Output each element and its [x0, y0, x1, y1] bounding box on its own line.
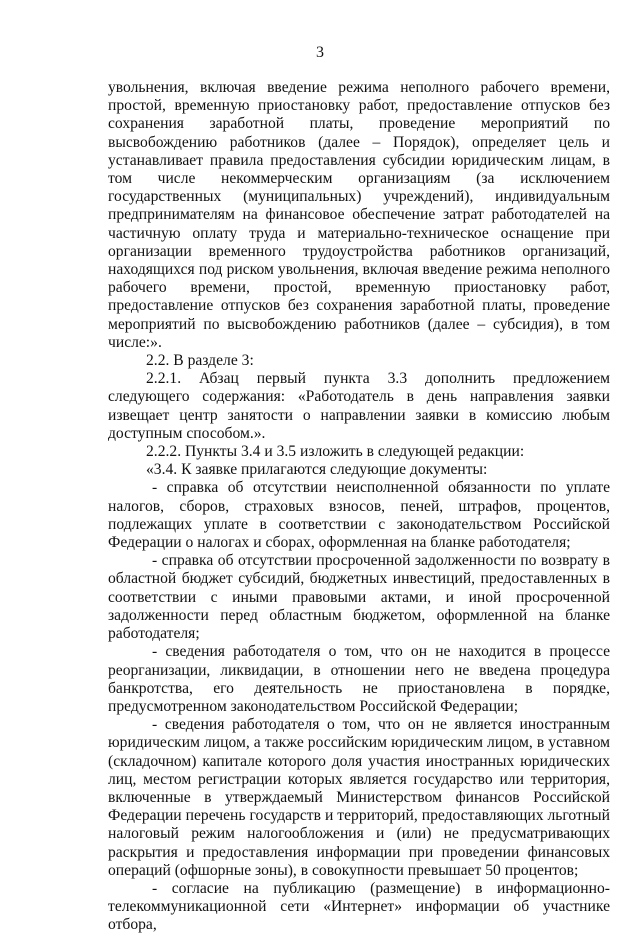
document-body [108, 79, 610, 935]
paragraph-section-2-2: 2.2. В разделе 3: [146, 352, 254, 370]
list-item-foreign-entity-info: - сведения работодателя о том, что он не является иностранным юридическим лицом, а также российским юридическим лицом, в уставном (складочном) капитале которого доля участия иностранных юридических лиц, местом регистрации которых является государство или территория, включенные в утверждаемый Министерством финансов Российской Федерации перечень государств и территорий, предоставляющих льготный налоговый режим налогообложения и (или) не предусматривающих раскрытия и предоставления информации при проведении финансовых операций (офшорные зоны), в совокупности превышает 50 процентов; [108, 716, 610, 879]
list-item-debt-certificate: - справка об отсутствии просроченной задолженности по возврату в областной бюджет субсидий, бюджетных инвестиций, предоставленных в соответствии с иными правовыми актами, и иной просроченной задолженности перед областным бюджетом, оформленной на бланке работодателя; [108, 552, 610, 643]
list-item-publication-consent: - согласие на публикацию (размещение) в информационно-телекоммуникационной сети «Интернет» информации об участнике отбора, [108, 879, 610, 934]
paragraph-3-4: «3.4. К заявке прилагаются следующие документы: [146, 461, 488, 479]
paragraph-continuation: увольнения, включая введение режима неполного рабочего времени, простой, временную приостановку работ, предоставление отпусков без сохранения заработной платы, проведение мероприятий по высвобождению работников (далее – Порядок), определяет цель и устанавливает правила предоставления субсидии юридическим лицам, в том числе некоммерческим организациям (за исключением государственных (муниципальных) учреждений), индивидуальным предпринимателям на финансовое обеспечение затрат работодателей на частичную оплату труда и материально-техническое оснащение при организации временного трудоустройства работников организаций, находящихся под риском увольнения, включая введение режима неполного рабочего времени, простой, временную приостановку работ, предоставление отпусков без сохранения заработной платы, проведение мероприятий по высвобождению работников (далее – субсидия), в том числе:». [108, 79, 610, 351]
paragraph-2-2-2: 2.2.2. Пункты 3.4 и 3.5 изложить в следующей редакции: [146, 443, 525, 461]
list-item-tax-certificate: - справка об отсутствии неисполненной обязанности по уплате налогов, сборов, страховых взносов, пеней, штрафов, процентов, подлежащих уплате в соответствии с законодательством Российской Федерации о налогах и сборах, оформленная на бланке работодателя; [108, 479, 610, 552]
page-number: 3 [316, 44, 324, 61]
list-item-reorganization-info: - сведения работодателя о том, что он не находится в процессе реорганизации, ликвидации, в отношении него не введена процедура банкротства, его деятельность не приостановлена в порядке, предусмотренном законодательством Российской Федерации; [108, 643, 610, 715]
paragraph-2-2-1: 2.2.1. Абзац первый пункта 3.3 дополнить предложением следующего содержания: «Работодатель в день направления заявки извещает центр занятости о направлении заявки в комиссию любым доступным способом.». [108, 370, 610, 442]
